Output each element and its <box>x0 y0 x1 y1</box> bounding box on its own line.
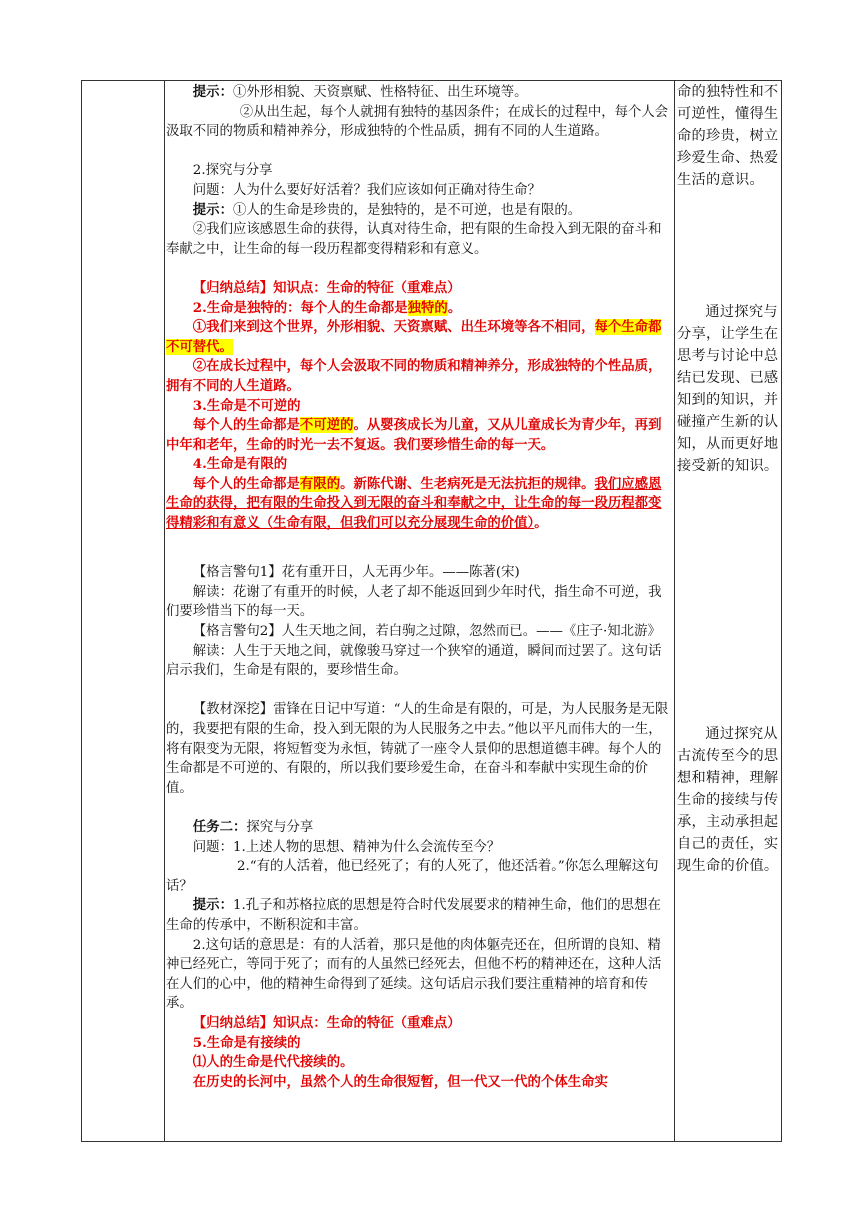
knowledge-3: 每个人的生命都是不可逆的。从婴孩成长为儿童，又从儿童成长为青少年，再到中年和老年，生命的时光一去不复返。我们要珍惜生命的每一天。 <box>166 417 662 453</box>
lesson-content-cell <box>166 83 672 1092</box>
summary-2-title: 【归纳总结】知识点：生命的特征（重难点） <box>192 1014 461 1031</box>
knowledge-2-2: ②在成长过程中，每个人会汲取不同的物质和精神养分，形成独特的个性品质，拥有不同的人生道路。 <box>166 358 662 394</box>
knowledge-2: 2.生命是独特的：每个人的生命都是独特的。 <box>192 299 462 316</box>
knowledge-2-1: ①我们来到这个世界，外形相貌、天资禀赋、出生环境等各不相同，每个生命都不可替代。 <box>166 319 662 355</box>
knowledge-5-1: ⑴人的生命是代代接续的。 <box>192 1054 354 1071</box>
quote-2-explanation: 解读：人生于天地之间，就像骏马穿过一个狭窄的通道，瞬间而过罢了。这句话启示我们，生命是有限的，要珍惜生命。 <box>166 643 662 679</box>
knowledge-5-title: 5.生命是有接续的 <box>192 1034 301 1051</box>
task-2-question-2: 2.“有的人活着，他已经死了；有的人死了，他还活着。”你怎么理解这句话？ <box>166 859 659 894</box>
section-2-question: 问题：人为什么要好好活着？我们应该如何正确对待生命？ <box>192 182 541 198</box>
section-2-title: 2.探究与分享 <box>192 163 273 179</box>
lesson-table <box>81 80 782 1142</box>
hint-3: 提示：1.孔子和苏格拉底的思想是符合时代发展要求的精神生命，他们的思想在生命的传承中，不断积淀和丰富。 <box>166 897 661 933</box>
hint-1: 提示：①外形相貌、天资禀赋、性格特征、出生环境等。 <box>192 84 528 100</box>
task-2-question-1: 问题：1.上述人物的思想、精神为什么会流传至今？ <box>192 839 501 855</box>
design-intent-note-1: 命的独特性和不可逆性，懂得生命的珍贵，树立珍爱生命、热爱生活的意识。 <box>677 84 779 188</box>
hint-3-detail: 2.这句话的意思是：有的人活着，那只是他的肉体躯壳还在，但所谓的良知、精神已经死亡，等同于死了；而有的人虽然已经死去，但他不朽的精神还在，这种人活在人们的心中，他的精神生命得到了延续。这句话启示我们要注重精神的培育和传承。 <box>166 937 662 1012</box>
task-2-heading: 任务二：探究与分享 <box>192 818 314 835</box>
hint-2: 提示：①人的生命是珍贵的，是独特的，是不可逆，也是有限的。 <box>192 201 582 218</box>
hint-1-detail: ②从出生起，每个人就拥有独特的基因条件；在成长的过程中，每个人会汲取不同的物质和精神养分，形成独特的个性品质，拥有不同的人生道路。 <box>166 104 669 140</box>
column-divider-left <box>164 81 165 1141</box>
knowledge-5-text: 在历史的长河中，虽然个人的生命很短暂，但一代又一代的个体生命实 <box>192 1073 608 1090</box>
knowledge-4-title: 4.生命是有限的 <box>192 456 288 473</box>
column-divider-right <box>674 81 675 1141</box>
knowledge-3-title: 3.生命是不可逆的 <box>192 397 301 414</box>
hint-2-detail: ②我们应该感恩生命的获得，认真对待生命，把有限的生命投入到无限的奋斗和奉献之中，让生命的每一段历程都变得精彩和有意义。 <box>166 222 662 257</box>
textbook-deep-dive: 【教材深挖】雷锋在日记中写道：“人的生命是有限的，可是，为人民服务是无限的，我要把有限的生命，投入到无限的为人民服务之中去。”他以平凡而伟大的一生，将有限变为无限，将短暂变为永恒，铸就了一座令人景仰的思想道德丰碑。每个人的生命都是不可逆的、有限的，所以我们要珍爱生命，在奋斗和奉献中实现生命的价值。 <box>166 702 669 796</box>
summary-1-title: 【归纳总结】知识点：生命的特征（重难点） <box>192 279 461 296</box>
design-intent-note-3: 通过探究从古流传至今的思想和精神，理解生命的接续与传承，主动承担起自己的责任，实现生命的价值。 <box>677 726 779 874</box>
quote-1: 【格言警句1】花有重开日，人无再少年。——陈著(宋) <box>192 565 520 581</box>
quote-2: 【格言警句2】人生天地之间，若白驹之过隙，忽然而已。——《庄子·知北游》 <box>192 624 661 640</box>
quote-1-explanation: 解读：花谢了有重开的时候，人老了却不能返回到少年时代，指生命不可逆，我们要珍惜当下的每一天。 <box>166 584 662 620</box>
design-intent-note-2: 通过探究与分享，让学生在思考与讨论中总结已发现、已感知到的知识，并碰撞产生新的认知，从而更好地接受新的知识。 <box>677 304 779 474</box>
knowledge-4: 每个人的生命都是有限的。新陈代谢、生老病死是无法抗拒的规律。我们应感恩生命的获得，把有限的生命投入到无限的奋斗和奉献之中，让生命的每一段历程都变得精彩和有意义（生命有限，但我们可以充分展现生命的价值）。 <box>166 475 662 532</box>
